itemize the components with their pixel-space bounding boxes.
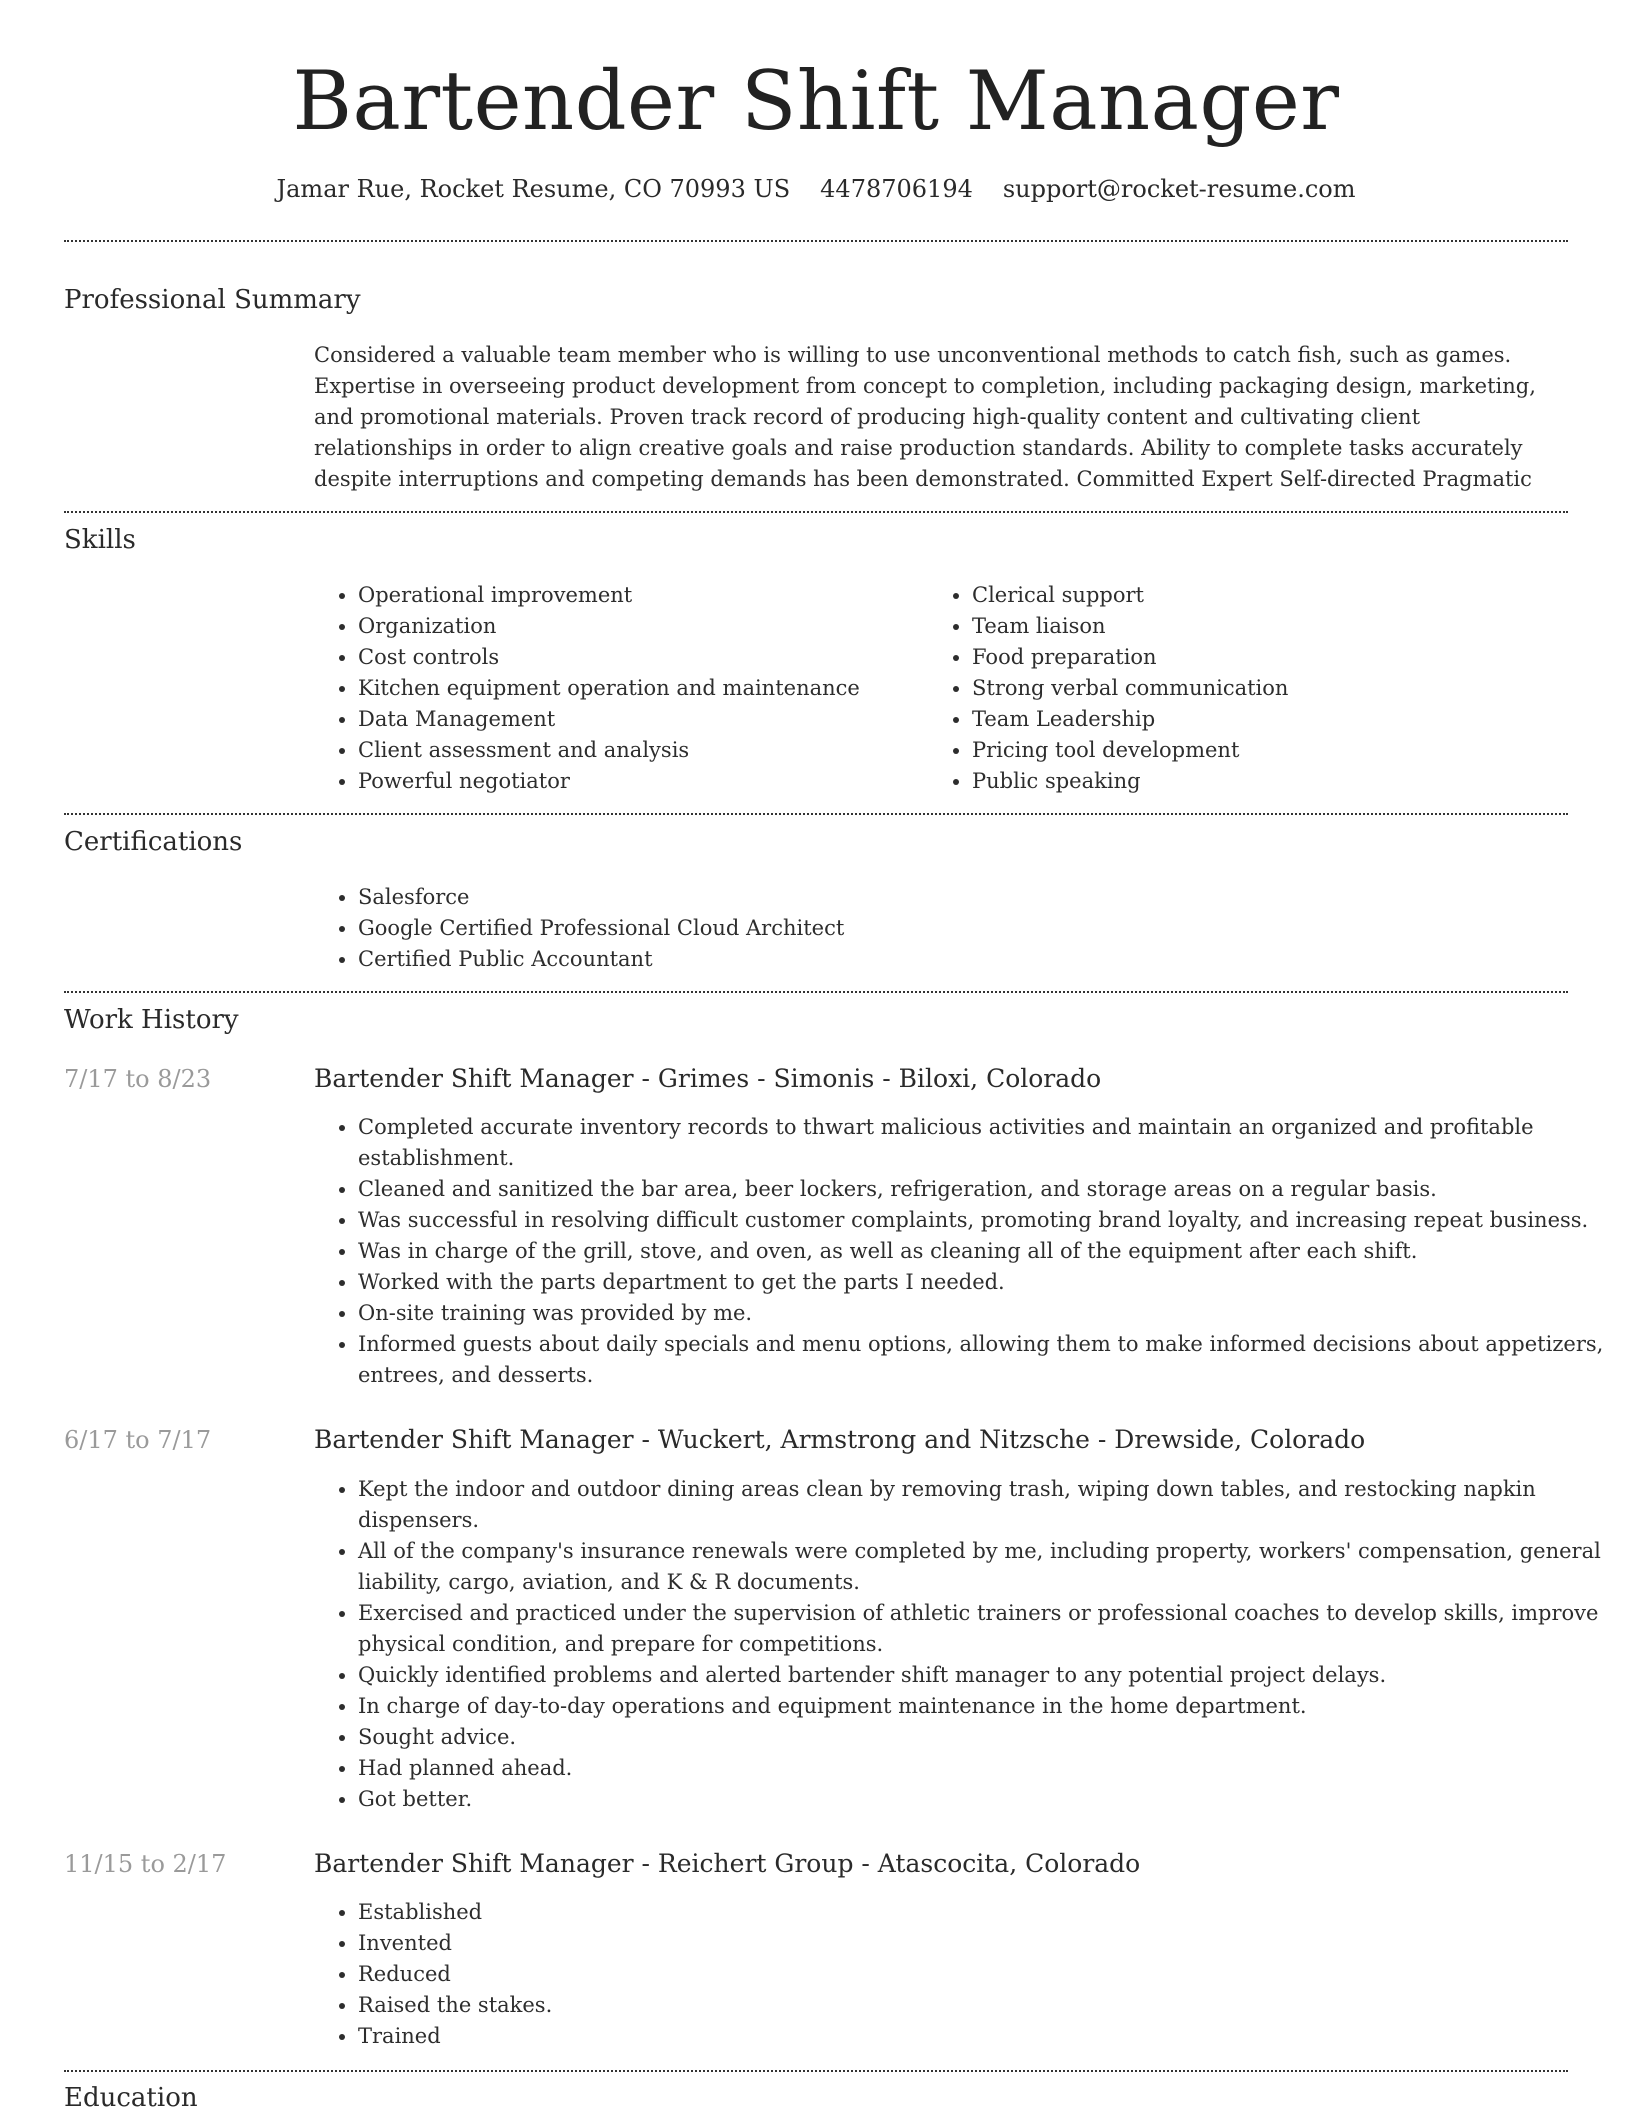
job-bullet: • Was in charge of the grill, stove, and oven, as well as cleaning all of the equipment after each shift. [358, 1236, 1608, 1267]
job-bullet: • Was successful in resolving difficult customer complaints, promoting brand loyalty, and increasing repeat business. [358, 1205, 1608, 1236]
summary-heading: Professional Summary [64, 285, 361, 315]
job-title: Bartender Shift Manager - Grimes - Simonis - Biloxi, Colorado [314, 1064, 1102, 1093]
skill-item: • Team liaison [972, 611, 1592, 642]
work-history-heading: Work History [64, 1005, 239, 1035]
job-bullet: • Got better. [358, 1784, 1608, 1815]
contact-address: Jamar Rue, Rocket Resume, CO 70993 US [276, 175, 791, 203]
job-bullet: • Quickly identified problems and alerted bartender shift manager to any potential project delays. [358, 1660, 1608, 1691]
contact-phone: 4478706194 [820, 175, 973, 203]
job-bullets [314, 1897, 1608, 2052]
job-bullet: • Cleaned and sanitized the bar area, beer lockers, refrigeration, and storage areas on a regular basis. [358, 1174, 1608, 1205]
job-bullet: • Invented [358, 1928, 1608, 1959]
job-dates: 11/15 to 2/17 [64, 1850, 227, 1878]
skill-item: • Cost controls [358, 642, 918, 673]
job-bullet: • Worked with the parts department to get the parts I needed. [358, 1267, 1608, 1298]
job-bullet: • On-site training was provided by me. [358, 1298, 1608, 1329]
skills-heading: Skills [64, 525, 136, 555]
job-bullet: • Trained [358, 2021, 1608, 2052]
certification-item: • Certified Public Accountant [358, 944, 1458, 975]
skill-item: • Clerical support [972, 580, 1592, 611]
section-divider [64, 511, 1568, 513]
job-bullet: • Raised the stakes. [358, 1990, 1608, 2021]
skills-list-left [314, 580, 918, 797]
certification-item: • Google Certified Professional Cloud Architect [358, 913, 1458, 944]
skill-item: • Food preparation [972, 642, 1592, 673]
skill-item: • Client assessment and analysis [358, 735, 918, 766]
section-divider [64, 991, 1568, 993]
job-title: Bartender Shift Manager - Wuckert, Armstrong and Nitzsche - Drewside, Colorado [314, 1425, 1366, 1454]
skill-item: • Strong verbal communication [972, 673, 1592, 704]
job-bullet: • In charge of day-to-day operations and equipment maintenance in the home department. [358, 1691, 1608, 1722]
job-bullets [314, 1474, 1608, 1815]
contact-email[interactable]: support@rocket-resume.com [1002, 175, 1356, 203]
skill-item: • Operational improvement [358, 580, 918, 611]
skill-item: • Organization [358, 611, 918, 642]
skill-item: • Data Management [358, 704, 918, 735]
job-bullet: • Completed accurate inventory records to thwart malicious activities and maintain an organized and profitable establishment. [358, 1112, 1608, 1174]
job-dates: 7/17 to 8/23 [64, 1065, 212, 1093]
skill-item: • Powerful negotiator [358, 766, 918, 797]
skills-list-right [928, 580, 1592, 797]
section-divider [64, 240, 1568, 242]
skill-item: • Kitchen equipment operation and maintenance [358, 673, 918, 704]
job-bullet: • Informed guests about daily specials and menu options, allowing them to make informed decisions about appetizers, entrees, and desserts. [358, 1329, 1608, 1391]
skill-item: • Pricing tool development [972, 735, 1592, 766]
job-bullet: • Reduced [358, 1959, 1608, 1990]
job-bullet: • Had planned ahead. [358, 1753, 1608, 1784]
certification-item: • Salesforce [358, 882, 1458, 913]
contact-line [0, 170, 1632, 208]
job-title: Bartender Shift Manager - Reichert Group - Atascocita, Colorado [314, 1849, 1141, 1878]
job-dates: 6/17 to 7/17 [64, 1426, 212, 1454]
certifications-list [314, 882, 1458, 975]
job-bullet: • Kept the indoor and outdoor dining areas clean by removing trash, wiping down tables, and restocking napkin dispensers. [358, 1474, 1608, 1536]
skill-item: • Public speaking [972, 766, 1592, 797]
certifications-heading: Certifications [64, 827, 243, 857]
section-divider [64, 2070, 1568, 2072]
job-bullet: • All of the company's insurance renewals were completed by me, including property, workers' compensation, general liability, cargo, aviation, and K & R documents. [358, 1536, 1608, 1598]
skill-item: • Team Leadership [972, 704, 1592, 735]
education-heading: Education [64, 2083, 198, 2113]
job-bullet: • Sought advice. [358, 1722, 1608, 1753]
job-bullet: • Established [358, 1897, 1608, 1928]
summary-text: Considered a valuable team member who is willing to use unconventional methods to catch fish, such as games. Expertise in overseeing product development from concept to completion, including packaging design, marketing, and promotional materials. Proven track record of producing high-quality content and cultivating client relationships in order to align creative goals and raise production standards. Ability to complete tasks accurately despite interruptions and competing demands has been demonstrated. Committed Expert Self-directed Pragmatic [314, 343, 1536, 491]
resume-title: Bartender Shift Manager [292, 55, 1340, 149]
job-bullet: • Exercised and practiced under the supervision of athletic trainers or professional coaches to develop skills, improve physical condition, and prepare for competitions. [358, 1598, 1608, 1660]
job-bullets [314, 1112, 1608, 1391]
section-divider [64, 813, 1568, 815]
